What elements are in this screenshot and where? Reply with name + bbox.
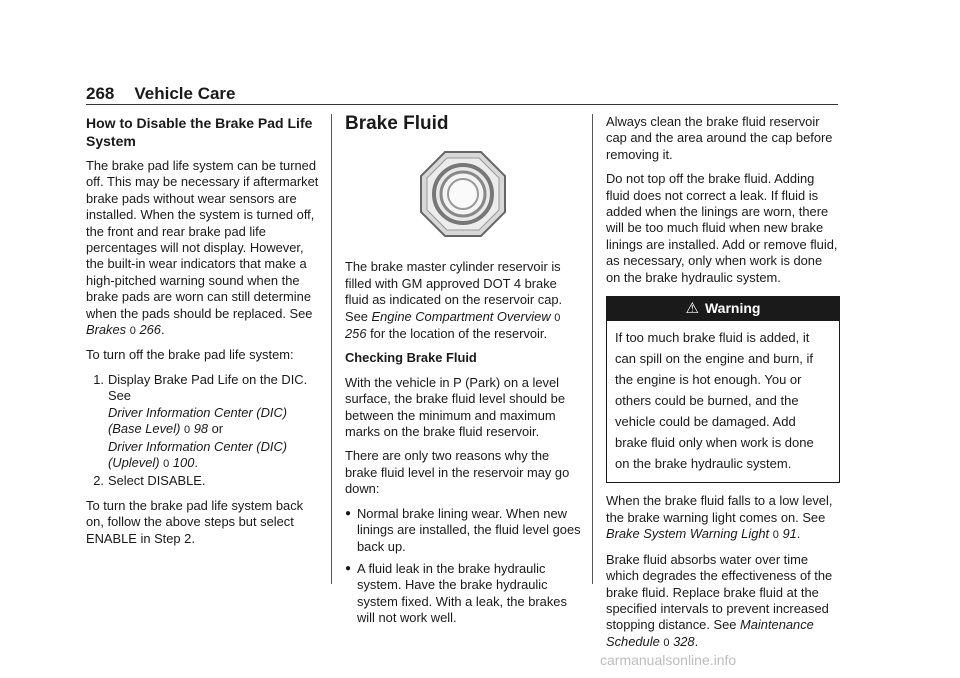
list-item: 2. Select DISABLE. <box>93 473 206 489</box>
numbered-list <box>86 372 324 490</box>
bullet-icon: ● <box>345 507 352 519</box>
brake-fluid-cap-icon <box>418 149 508 239</box>
page-header <box>86 84 838 104</box>
paragraph: There are only two reasons why the brake fluid level in the reservoir may go down: <box>345 448 570 497</box>
paragraph: The brake master cylinder reservoir is filled with GM approved DOT 4 brake fluid as indicated on the reservoir cap. See Engine Compartment Overview 0 256 for the location of the reservoir. <box>345 259 563 342</box>
paragraph: With the vehicle in P (Park) on a level surface, the brake fluid level should be between the minimum and maximum marks on the brake fluid reservoir. <box>345 374 565 440</box>
column-1 <box>86 114 324 555</box>
column-divider <box>592 114 593 584</box>
warning-icon: ⚠ <box>685 300 699 318</box>
paragraph: Always clean the brake fluid reservoir cap and the area around the cap before removing it. <box>606 114 833 162</box>
paragraph: To turn off the brake pad life system: <box>86 347 294 363</box>
section-title: Vehicle Care <box>134 84 236 103</box>
link-brake-warning-light[interactable]: Brake System Warning Light 0 91 <box>606 526 797 542</box>
page-ref-icon: 0 <box>129 325 136 338</box>
warning-header: ⚠ Warning <box>607 297 839 321</box>
link-brakes[interactable]: Brakes 0 266 <box>86 322 161 338</box>
page-ref-icon: 0 <box>183 424 191 437</box>
link-dic-uplevel[interactable]: Driver Information Center (DIC) (Uplevel) 0 100 <box>108 438 288 470</box>
column-divider <box>331 114 332 584</box>
paragraph: The brake pad life system can be turned off. This may be necessary if aftermarket brake pads without wear sensors are installed. When the system is turned off, the front and rear brake pad life percentages will not display. However, the built-in wear indicators that make a high-pitched warning sound when the brake pads are worn can still determine when the pads should be replaced. See Brakes 0 266. <box>86 158 319 338</box>
list-item: ● Normal brake lining wear. When new linings are installed, the fluid level goes back up. <box>345 505 581 554</box>
section-title: Brake Fluid <box>345 113 449 134</box>
bullet-list <box>345 506 583 627</box>
list-item: 1. Display Brake Pad Life on the DIC. See Driver Information Center (DIC) (Base Level) 0 98 or Driver Information Center (DIC) (Uplevel) 0 100. <box>93 371 308 470</box>
section-heading: How to Disable the Brake Pad Life System <box>86 115 313 149</box>
page-ref-icon: 0 <box>554 311 561 324</box>
paragraph: Brake fluid absorbs water over time which degrades the effectiveness of the brake fluid. Replace brake fluid at the specified intervals to prevent increased stopping distance. See Maintenance Schedule 0 328. <box>606 551 833 649</box>
page-number: 268 <box>86 84 115 103</box>
column-2 <box>345 114 583 633</box>
page-ref-icon: 0 <box>772 529 779 542</box>
column-3 <box>606 114 840 659</box>
paragraph: Do not top off the brake fluid. Adding fluid does not correct a leak. If fluid is added when the linings are worn, there will be too much fluid when new brake linings are installed. Add or remove fluid, as necessary, only when work is done on the brake hydraulic system. <box>606 171 838 285</box>
link-maintenance-schedule[interactable]: Maintenance Schedule 0 328 <box>606 617 814 649</box>
header-divider <box>86 104 838 105</box>
link-engine-compartment[interactable]: Engine Compartment Overview 0 256 <box>345 308 561 342</box>
paragraph: When the brake fluid falls to a low level, the brake warning light comes on. See Brake System Warning Light 0 91. <box>606 493 833 542</box>
link-dic-base[interactable]: Driver Information Center (DIC) (Base Level) 0 98 <box>108 404 288 437</box>
page-ref-icon: 0 <box>663 636 670 649</box>
paragraph: To turn the brake pad life system back on, follow the above steps but select ENABLE in Step 2. <box>86 497 304 546</box>
warning-box <box>606 296 840 483</box>
bullet-icon: ● <box>345 562 352 574</box>
warning-text: If too much brake fluid is added, it can spill on the engine and burn, if the engine is hot enough. You or others could be burned, and the vehicle could be damaged. Add brake fluid only when work is done on the brake hydraulic system. <box>615 330 814 472</box>
subheading: Checking Brake Fluid <box>345 350 477 366</box>
page-ref-icon: 0 <box>163 457 170 470</box>
watermark: carmanualsonline.info <box>600 652 737 668</box>
list-item: ● A fluid leak in the brake hydraulic system. Have the brake hydraulic system fixed. With a leak, the brakes will not work well. <box>345 560 567 626</box>
